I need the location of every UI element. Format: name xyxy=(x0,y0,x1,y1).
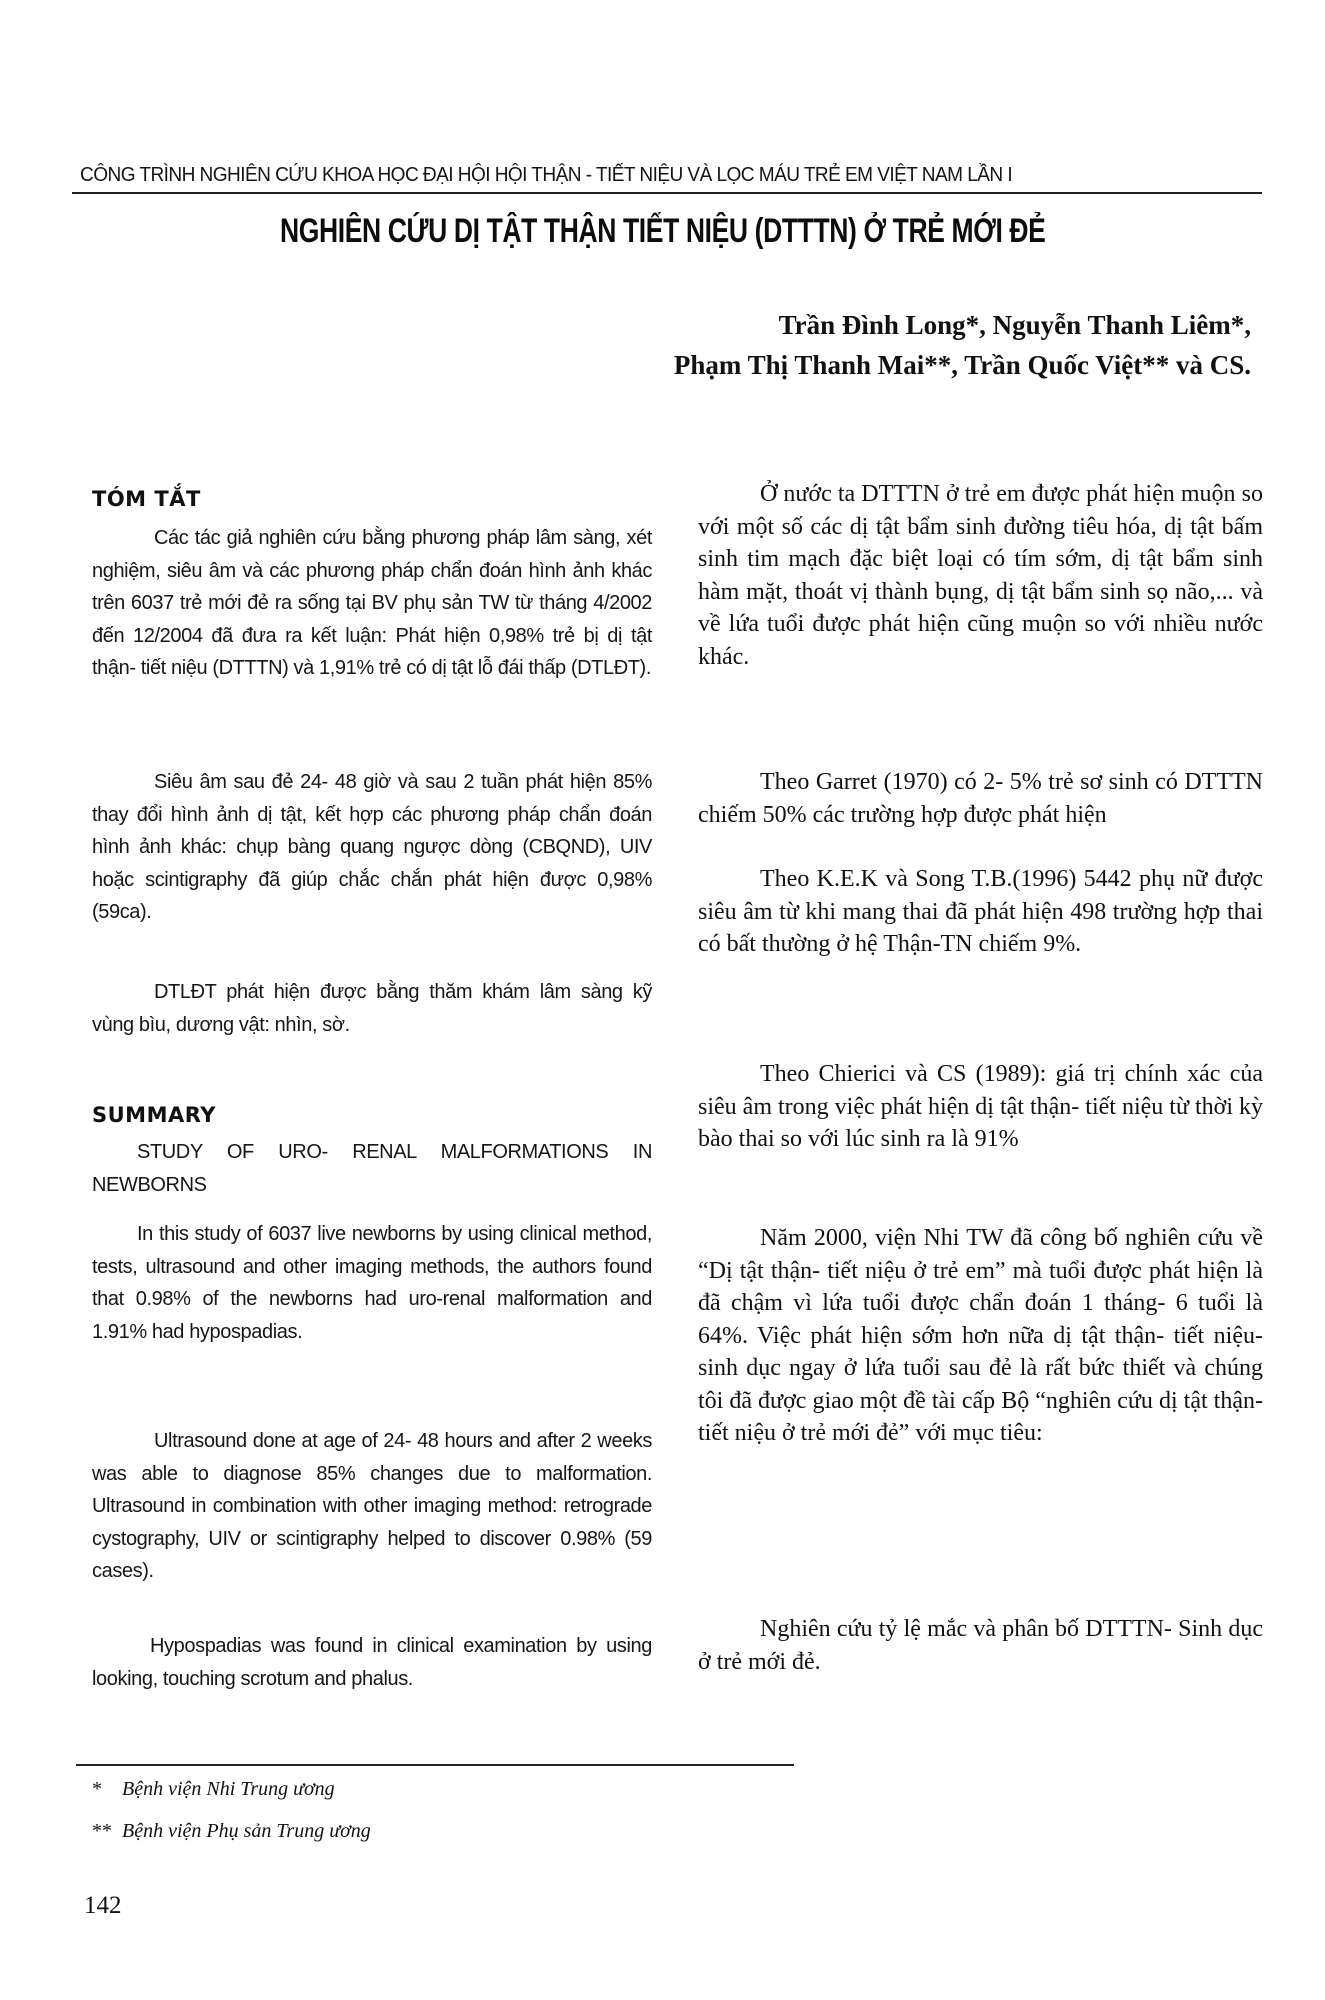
page-number: 142 xyxy=(84,1892,122,1919)
intro-paragraph-4: Theo Chierici và CS (1989): giá trị chính xác của siêu âm trong việc phát hiện dị tật thận- tiết niệu từ thời kỳ bào thai so với lúc sinh ra là 91% xyxy=(698,1061,1263,1152)
abstract-paragraph-1: Các tác giả nghiên cứu bằng phương pháp lâm sàng, xét nghiệm, siêu âm và các phương pháp chẩn đoán hình ảnh khác trên 6037 trẻ mới đẻ ra sống tại BV phụ sản TW từ tháng 4/2002 đến 12/2004 đã đưa ra kết luận: Phát hiện 0,98% trẻ bị dị tật thận- tiết niệu (DTTTN) và 1,91% trẻ có dị tật lỗ đái thấp (DTLĐT). xyxy=(92,527,652,679)
footnote-2-mark: ** xyxy=(92,1820,112,1842)
intro-paragraph-2: Theo Garret (1970) có 2- 5% trẻ sơ sinh có DTTTN chiếm 50% các trường hợp được phát hiện xyxy=(698,769,1263,828)
footnote-2 xyxy=(92,1820,371,1843)
intro-paragraph-6: Nghiên cứu tỷ lệ mắc và phân bố DTTTN- Sinh dục ở trẻ mới đẻ. xyxy=(698,1616,1263,1675)
article-title xyxy=(0,212,1325,251)
intro-paragraph-1: Ở nước ta DTTTN ở trẻ em được phát hiện muộn so với một số các dị tật bẩm sinh đường tiêu hóa, dị tật bấm sinh tim mạch đặc biệt loại có tím sớm, dị tật bẩm sinh hàm mặt, thoát vị thành bụng, dị tật bẩm sinh sọ não,... và về lứa tuổi được phát hiện cũng muộn so với nhiều nước khác. xyxy=(698,481,1263,670)
abstract-paragraph-2: Siêu âm sau đẻ 24- 48 giờ và sau 2 tuần phát hiện 85% thay đổi hình ảnh dị tật, kết hợp các phương pháp chẩn đoán hình ảnh khác: chụp bàng quang ngược dòng (CBQND), UIV hoặc scintigraphy đã giúp chắc chắn phát hiện được 0,98% (59ca). xyxy=(92,771,652,923)
article-title-text: NGHIÊN CỨU DỊ TẬT THẬN TIẾT NIỆU (DTTTN) Ở TRẺ MỚI ĐẺ xyxy=(279,212,1046,250)
summary-paragraph-2: Ultrasound done at age of 24- 48 hours and after 2 weeks was able to diagnose 85% changes due to malformation. Ultrasound in combination with other imaging method: retrograde cystography, UIV or scintigraphy helped to discover 0.98% (59 cases). xyxy=(92,1430,652,1582)
footnote-rule xyxy=(76,1764,794,1766)
footnote-1-text: Bệnh viện Nhi Trung ương xyxy=(122,1778,335,1800)
footnote-1 xyxy=(92,1778,335,1801)
running-header: CÔNG TRÌNH NGHIÊN CỨU KHOA HỌC ĐẠI HỘI HỘI THẬN - TIẾT NIỆU VÀ LỌC MÁU TRẺ EM VIỆT NAM LẦN I xyxy=(80,163,1013,186)
authors-line-1: Trần Đình Long*, Nguyễn Thanh Liêm*, xyxy=(778,310,1251,340)
footnote-2-text: Bệnh viện Phụ sản Trung ương xyxy=(122,1820,371,1842)
intro-paragraph-3: Theo K.E.K và Song T.B.(1996) 5442 phụ nữ được siêu âm từ khi mang thai đã phát hiện 498 trường hợp thai có bất thường ở hệ Thận-TN chiếm 9%. xyxy=(698,866,1263,957)
abstract-heading: TÓM TẮT xyxy=(92,487,201,511)
authors-block xyxy=(674,305,1251,385)
summary-subtitle: STUDY OF URO- RENAL MALFORMATIONS IN NEWBORNS xyxy=(92,1141,652,1196)
summary-paragraph-1: In this study of 6037 live newborns by using clinical method, tests, ultrasound and other imaging methods, the authors found that 0.98% of the newborns had uro-renal malformation and 1.91% had hypospadias. xyxy=(92,1223,652,1343)
summary-paragraph-3: Hypospadias was found in clinical examination by using looking, touching scrotum and phalus. xyxy=(92,1635,652,1690)
abstract-paragraph-3: DTLĐT phát hiện được bằng thăm khám lâm sàng kỹ vùng bìu, dương vật: nhìn, sờ. xyxy=(92,981,652,1036)
header-rule xyxy=(72,192,1262,194)
intro-paragraph-5: Năm 2000, viện Nhi TW đã công bố nghiên cứu về “Dị tật thận- tiết niệu ở trẻ em” mà tuổi được phát hiện là đã chậm vì lứa tuổi được chẩn đoán 1 tháng- 6 tuổi là 64%. Việc phát hiện sớm hơn nữa dị tật thận- tiết niệu-sinh dục ngay ở lứa tuổi sau đẻ là rất bức thiết và chúng tôi đã được giao một đề tài cấp Bộ “nghiên cứu dị tật thận- tiết niệu ở trẻ mới đẻ” với mục tiêu: xyxy=(698,1225,1263,1446)
footnote-1-mark: * xyxy=(92,1778,102,1800)
summary-heading: SUMMARY xyxy=(92,1103,216,1127)
authors-line-2: Phạm Thị Thanh Mai**, Trần Quốc Việt** và CS. xyxy=(673,350,1251,380)
